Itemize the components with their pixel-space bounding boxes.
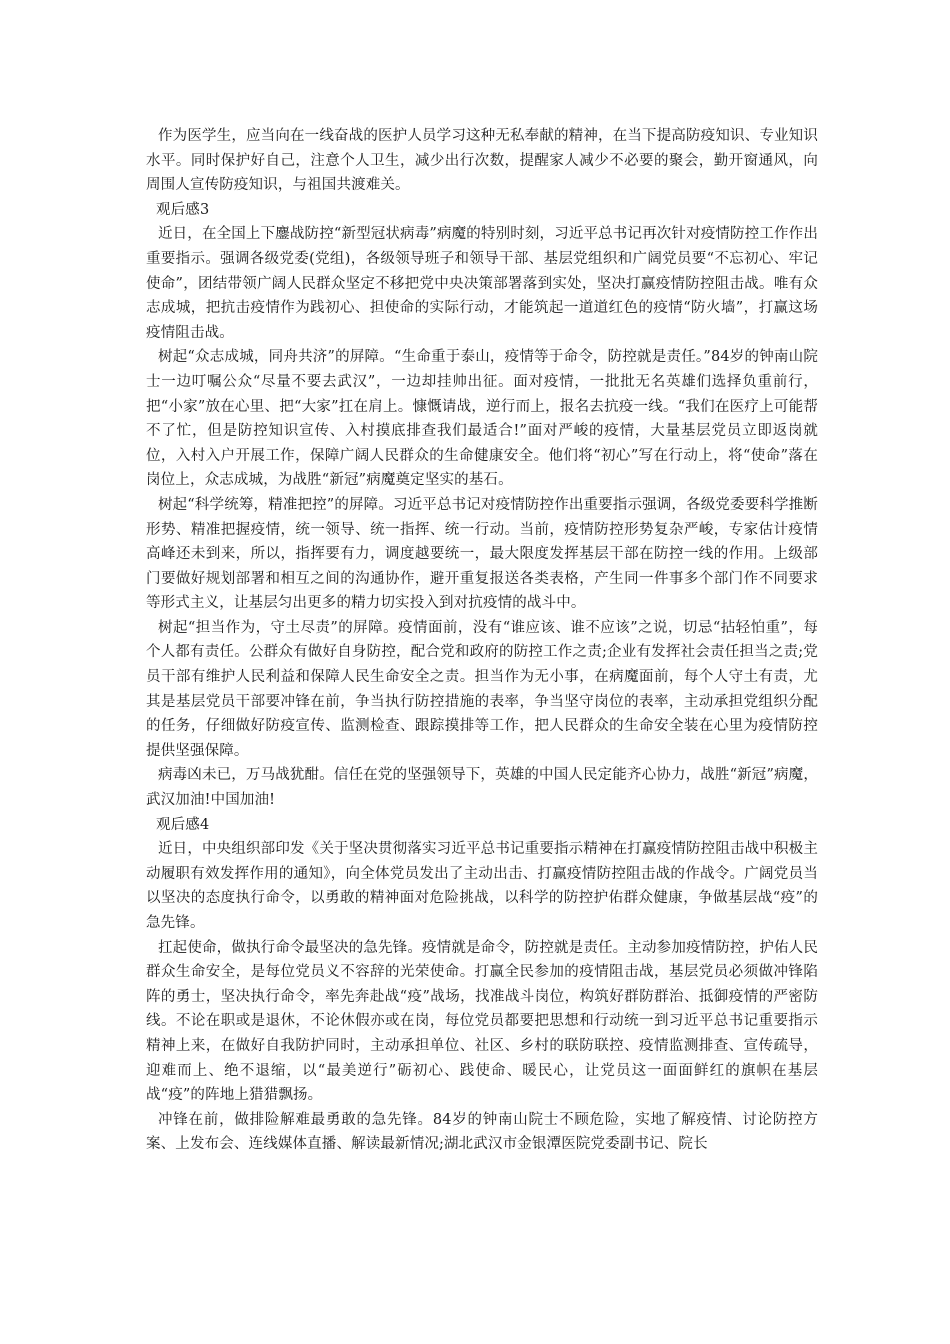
section-heading: 观后感3: [156, 201, 210, 218]
paragraph: 树起“科学统筹，精准把控”的屏障。习近平总书记对疫情防控作出重要指示强调，各级党委要科学推断形势、精准把握疫情，统一领导、统一指挥、统一行动。当前，疫情防控形势复杂严峻，专家估计疫情高峰还未到来，所以，指挥要有力，调度越要统一，最大限度发挥基层干部在防控一线的作用。上级部门要做好规划部署和相互之间的沟通协作，避开重复报送各类表格，产生同一件事多个部门作不同要求等形式主义，让基层匀出更多的精力切实投入到对抗疫情的战斗中。: [146, 496, 818, 612]
paragraph: 树起“担当作为，守土尽责”的屏障。疫情面前，没有“谁应该、谁不应该”之说，切忌“拈轻怕重”，每个人都有责任。公群众有做好自身防控，配合党和政府的防控工作之责;企业有发挥社会责任担当之责;党员干部有维护人民利益和保障人民生命安全之责。担当作为无小事，在病魔面前，每个人守土有责，尤其是基层党员干部要冲锋在前，争当执行防控措施的表率，争当坚守岗位的表率，主动承担党组织分配的任务，仔细做好防疫宣传、监测检查、跟踪摸排等工作，把人民群众的生命安全装在心里为疫情防控提供坚强保障。: [146, 619, 818, 759]
paragraph: 近日，在全国上下鏖战防控“新型冠状病毒”病魔的特别时刻，习近平总书记再次针对疫情防控工作作出重要指示。强调各级党委(党组)，各级领导班子和领导干部、基层党组织和广阔党员要“不忘初心、牢记使命”，团结带领广阔人民群众坚定不移把党中央决策部署落到实处，坚决打赢疫情防控阻击战。唯有众志成城，把抗击疫情作为践初心、担使命的实际行动，才能筑起一道道红色的疫情“防火墙”，打赢这场疫情阻击战。: [146, 226, 818, 341]
paragraph: 树起“众志成城，同舟共济”的屏障。“生命重于泰山，疫情等于命令，防控就是责任。”84岁的钟南山院士一边叮嘱公众“尽量不要去武汉”，一边却挂帅出征。面对疫情，一批批无名英雄们选择负重前行，把“小家”放在心里、把“大家”扛在肩上。慷慨请战，逆行而上，报名去抗疫一线。“我们在医疗上可能帮不了忙，但是防控知识宣传、入村摸底排查我们最适合!”面对严峻的疫情，大量基层党员立即返岗就位，入村入户开展工作，保障广阔人民群众的生命健康安全。他们将“初心”写在行动上，将“使命”落在岗位上，众志成城，为战胜“新冠”病魔奠定坚实的基石。: [146, 349, 818, 489]
section-heading: 观后感4: [156, 816, 210, 833]
paragraph: 病毒凶未已，万马战犹酣。信任在党的坚强领导下，英雄的中国人民定能齐心协力，战胜“新冠”病魔，武汉加油!中国加油!: [146, 767, 818, 809]
paragraph: 冲锋在前，做排险解难最勇敢的急先锋。84岁的钟南山院士不顾危险，实地了解疫情、讨论防控方案、上发布会、连线媒体直播、解读最新情况;湖北武汉市金银潭医院党委副书记、院长: [146, 1111, 818, 1153]
document-body: [146, 124, 818, 1157]
paragraph: 扛起使命，做执行命令最坚决的急先锋。疫情就是命令，防控就是责任。主动参加疫情防控，护佑人民群众生命安全，是每位党员义不容辞的光荣使命。打赢全民参加的疫情阻击战，基层党员必须做冲锋陷阵的勇士，坚决执行命令，率先奔赴战“疫”战场，找准战斗岗位，构筑好群防群治、抵御疫情的严密防线。不论在职或是退休，不论休假亦或在岗，每位党员都要把思想和行动统一到习近平总书记重要指示精神上来，在做好自我防护同时，主动承担单位、社区、乡村的联防联控、疫情监测排查、宣传疏导，迎难而上、绝不退缩，以“最美逆行”砺初心、践使命、暖民心，让党员这一面面鲜红的旗帜在基层战“疫”的阵地上猎猎飘扬。: [146, 939, 818, 1104]
paragraph: 作为医学生，应当向在一线奋战的医护人员学习这种无私奉献的精神，在当下提高防疫知识、专业知识水平。同时保护好自己，注意个人卫生，减少出行次数，提醒家人减少不必要的聚会，勤开窗通风，向周围人宣传防疫知识，与祖国共渡难关。: [146, 128, 818, 194]
paragraph: 近日，中央组织部印发《关于坚决贯彻落实习近平总书记重要指示精神在打赢疫情防控阻击战中积极主动履职有效发挥作用的通知》，向全体党员发出了主动出击、打赢疫情防控阻击战的作战令。广阔党员当以坚决的态度执行命令，以勇敢的精神面对危险挑战，以科学的防控护佑群众健康，争做基层战“疫”的急先锋。: [146, 841, 818, 931]
